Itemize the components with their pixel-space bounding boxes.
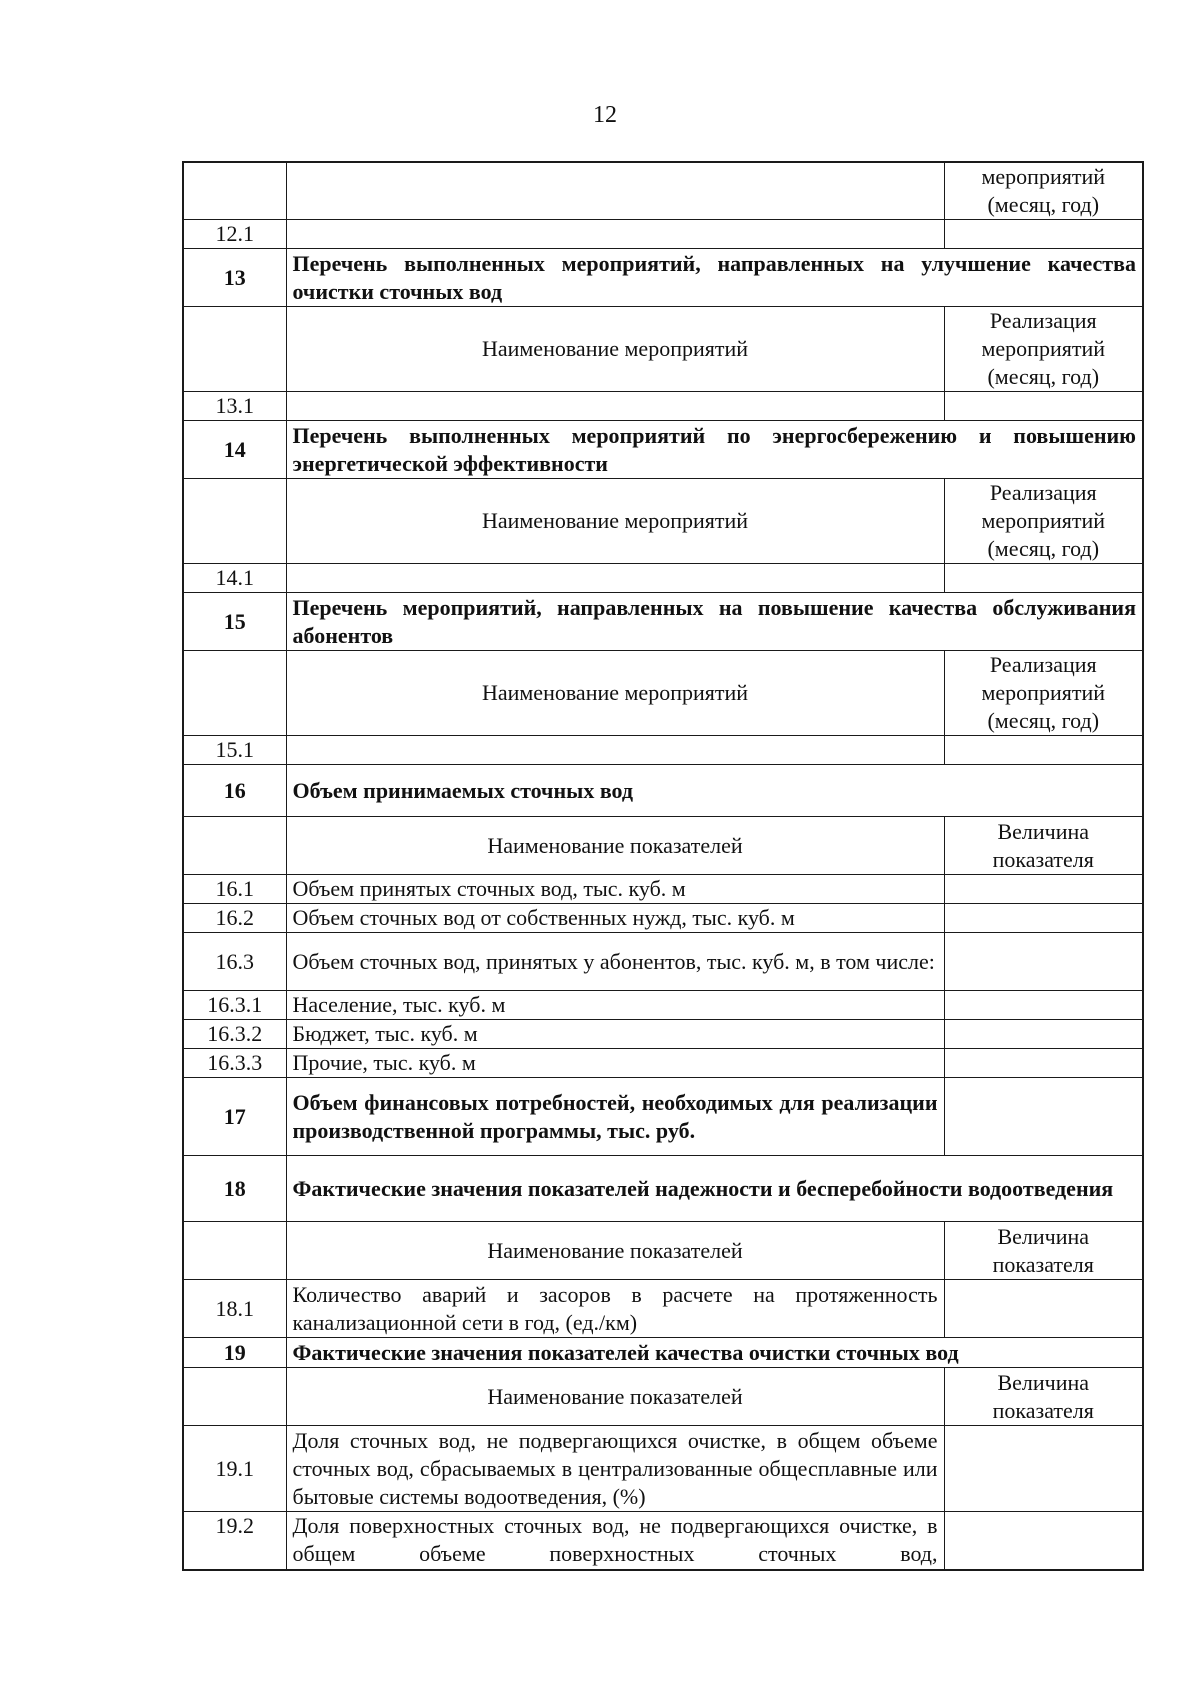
row-number: 16.2 (183, 904, 286, 933)
row-number: 18.1 (183, 1280, 286, 1338)
section-number: 14 (183, 421, 286, 479)
row-text: Население, тыс. куб. м (286, 991, 944, 1020)
row-number: 16.3.2 (183, 1020, 286, 1049)
section-title: Фактические значения показателей качества очистки сточных вод (286, 1338, 1143, 1368)
section-row (183, 1338, 1143, 1368)
name-header: Наименование показателей (286, 817, 944, 875)
table-row (183, 220, 1143, 249)
header-row (183, 479, 1143, 564)
section-row (183, 421, 1143, 479)
section-number: 18 (183, 1156, 286, 1222)
table-row (183, 875, 1143, 904)
row-text: Доля поверхностных сточных вод, не подвергающихся очистке, в общем объеме поверхностных сточных вод, (286, 1512, 944, 1570)
value-cell (944, 991, 1143, 1020)
name-header: Наименование мероприятий (286, 307, 944, 392)
value-cell (944, 1078, 1143, 1156)
value-header: Реализация мероприятий (месяц, год) (944, 651, 1143, 736)
table-row (183, 991, 1143, 1020)
section-number: 13 (183, 249, 286, 307)
header-row (183, 1222, 1143, 1280)
section-title: Перечень выполненных мероприятий, направленных на улучшение качества очистки сточных вод (286, 249, 1143, 307)
header-row (183, 817, 1143, 875)
row-number: 16.3.1 (183, 991, 286, 1020)
table-row (183, 162, 1143, 220)
value-cell (944, 1049, 1143, 1078)
page-number: 12 (593, 102, 617, 128)
value-cell (944, 1020, 1143, 1049)
header-row (183, 307, 1143, 392)
row-text: Прочие, тыс. куб. м (286, 1049, 944, 1078)
section-row (183, 249, 1143, 307)
value-header: Величина показателя (944, 1222, 1143, 1280)
section-row (183, 1156, 1143, 1222)
table-row (183, 564, 1143, 593)
section-number: 19 (183, 1338, 286, 1368)
section-title: Перечень мероприятий, направленных на повышение качества обслуживания абонентов (286, 593, 1143, 651)
value-header: Величина показателя (944, 817, 1143, 875)
value-cell (944, 904, 1143, 933)
table-row (183, 933, 1143, 991)
row-number: 16.3 (183, 933, 286, 991)
table-row (183, 1426, 1143, 1512)
report-table (182, 161, 1144, 1571)
value-header: Реализация мероприятий (месяц, год) (944, 307, 1143, 392)
value-header: Реализация мероприятий (месяц, год) (944, 479, 1143, 564)
section-number: 16 (183, 765, 286, 817)
table-row (183, 904, 1143, 933)
name-header: Наименование мероприятий (286, 651, 944, 736)
section-title: Фактические значения показателей надежности и бесперебойности водоотведения (286, 1156, 1143, 1222)
name-header: Наименование показателей (286, 1222, 944, 1280)
value-cell (944, 1426, 1143, 1512)
section-row (183, 765, 1143, 817)
value-cell (944, 875, 1143, 904)
section-number: 15 (183, 593, 286, 651)
header-row (183, 1368, 1143, 1426)
header-row (183, 651, 1143, 736)
table-row (183, 1020, 1143, 1049)
section-row (183, 593, 1143, 651)
row-text: Доля сточных вод, не подвергающихся очистке, в общем объеме сточных вод, сбрасываемых в централизованные общесплавные или бытовые системы водоотведения, (%) (286, 1426, 944, 1512)
row-number: 13.1 (183, 392, 286, 421)
name-header: Наименование показателей (286, 1368, 944, 1426)
row-number: 12.1 (183, 220, 286, 249)
section-title: Объем принимаемых сточных вод (286, 765, 1143, 817)
row-text: Объем сточных вод, принятых у абонентов, тыс. куб. м, в том числе: (286, 933, 944, 991)
value-cell (944, 1280, 1143, 1338)
row-number: 14.1 (183, 564, 286, 593)
row-number: 19.2 (183, 1512, 286, 1570)
row-number: 15.1 (183, 736, 286, 765)
row-number: 19.1 (183, 1426, 286, 1512)
table-row (183, 736, 1143, 765)
table-row (183, 1049, 1143, 1078)
row-text: Количество аварий и засоров в расчете на протяженность канализационной сети в год, (ед./км) (286, 1280, 944, 1338)
section-title: Объем финансовых потребностей, необходимых для реализации производственной программы, тыс. руб. (286, 1078, 944, 1156)
value-cell (944, 933, 1143, 991)
table-row (183, 392, 1143, 421)
row-text: Объем сточных вод от собственных нужд, тыс. куб. м (286, 904, 944, 933)
row-number: 16.1 (183, 875, 286, 904)
value-header: Величина показателя (944, 1368, 1143, 1426)
row-number: 16.3.3 (183, 1049, 286, 1078)
row-text: Объем принятых сточных вод, тыс. куб. м (286, 875, 944, 904)
value-cell (944, 1512, 1143, 1570)
name-header: Наименование мероприятий (286, 479, 944, 564)
section-number: 17 (183, 1078, 286, 1156)
row-text: Бюджет, тыс. куб. м (286, 1020, 944, 1049)
section-title: Перечень выполненных мероприятий по энергосбережению и повышению энергетической эффективности (286, 421, 1143, 479)
table-row (183, 1512, 1143, 1570)
table-row (183, 1280, 1143, 1338)
value-header: мероприятий (месяц, год) (944, 162, 1143, 220)
section-row (183, 1078, 1143, 1156)
